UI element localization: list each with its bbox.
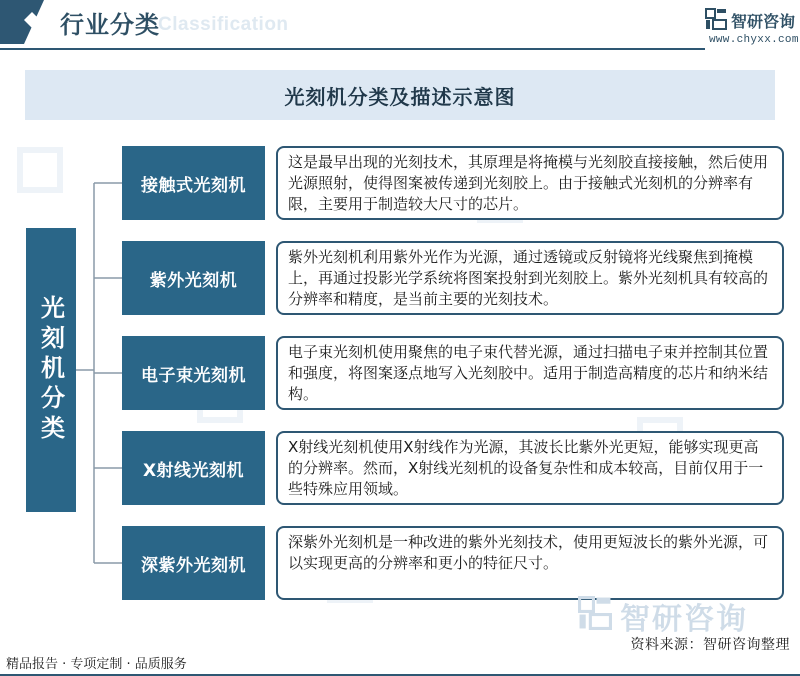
category-contact [122,146,265,220]
footer-slogan: 精品报告 · 专项定制 · 品质服务 [6,657,187,672]
footer-brand-name: 智研咨询 [620,602,748,637]
description-text: 这是最早出现的光刻技术，其原理是将掩模与光刻胶直接接触，然后使用光源照射，使得图案被传递到光刻胶上。由于接触式光刻机的分辨率有限，主要用于制造较大尺寸的芯片。 [288,153,769,213]
description-e-beam [276,336,784,410]
root-label: 光刻机分类 [36,295,65,445]
category-e-beam [122,336,265,410]
description-uv [276,241,784,315]
description-duv [276,526,784,600]
diagram-title: 光刻机分类及描述示意图 [284,84,516,109]
description-text: 深紫外光刻机是一种改进的紫外光刻技术，使用更短波长的紫外光源，可以实现更高的分辨率和更小的特征尺寸。 [288,533,769,572]
description-text: X射线光刻机使用X射线作为光源，其波长比紫外光更短，能够实现更高的分辨率。然而，X射线光刻机的设备复杂性和成本较高，目前仅用于一些特殊应用领域。 [288,438,764,498]
category-label: X射线光刻机 [142,460,245,481]
root-node [26,228,76,512]
description-text: 紫外光刻机利用紫外光作为光源，通过透镜或反射镜将光线聚焦到掩模上，再通过投影光学系统将图案投射到光刻胶上。紫外光刻机具有较高的分辨率和精度，是当前主要的光刻技术。 [288,248,769,308]
category-x-ray [122,431,265,505]
category-label: 深紫外光刻机 [141,555,246,576]
source-note: 资料来源：智研咨询整理 [630,637,790,653]
category-duv [122,526,265,600]
page-title: 行业分类 [60,11,160,39]
category-label: 紫外光刻机 [149,270,238,291]
category-uv [122,241,265,315]
description-x-ray [276,431,784,505]
category-label: 电子束光刻机 [141,365,246,386]
brand-url: www.chyxx.com [709,34,799,46]
category-label: 接触式光刻机 [141,175,246,196]
brand-name: 智研咨询 [731,12,796,31]
chyxx-logo-icon [578,596,612,630]
description-contact [276,146,784,220]
footer-brand [578,594,793,637]
header-watermark: Classification [158,14,289,35]
description-text: 电子束光刻机使用聚焦的电子束代替光源，通过扫描电子束并控制其位置和强度，将图案逐点地写入光刻胶中。适用于制造高精度的芯片和纳米结构。 [288,343,769,403]
